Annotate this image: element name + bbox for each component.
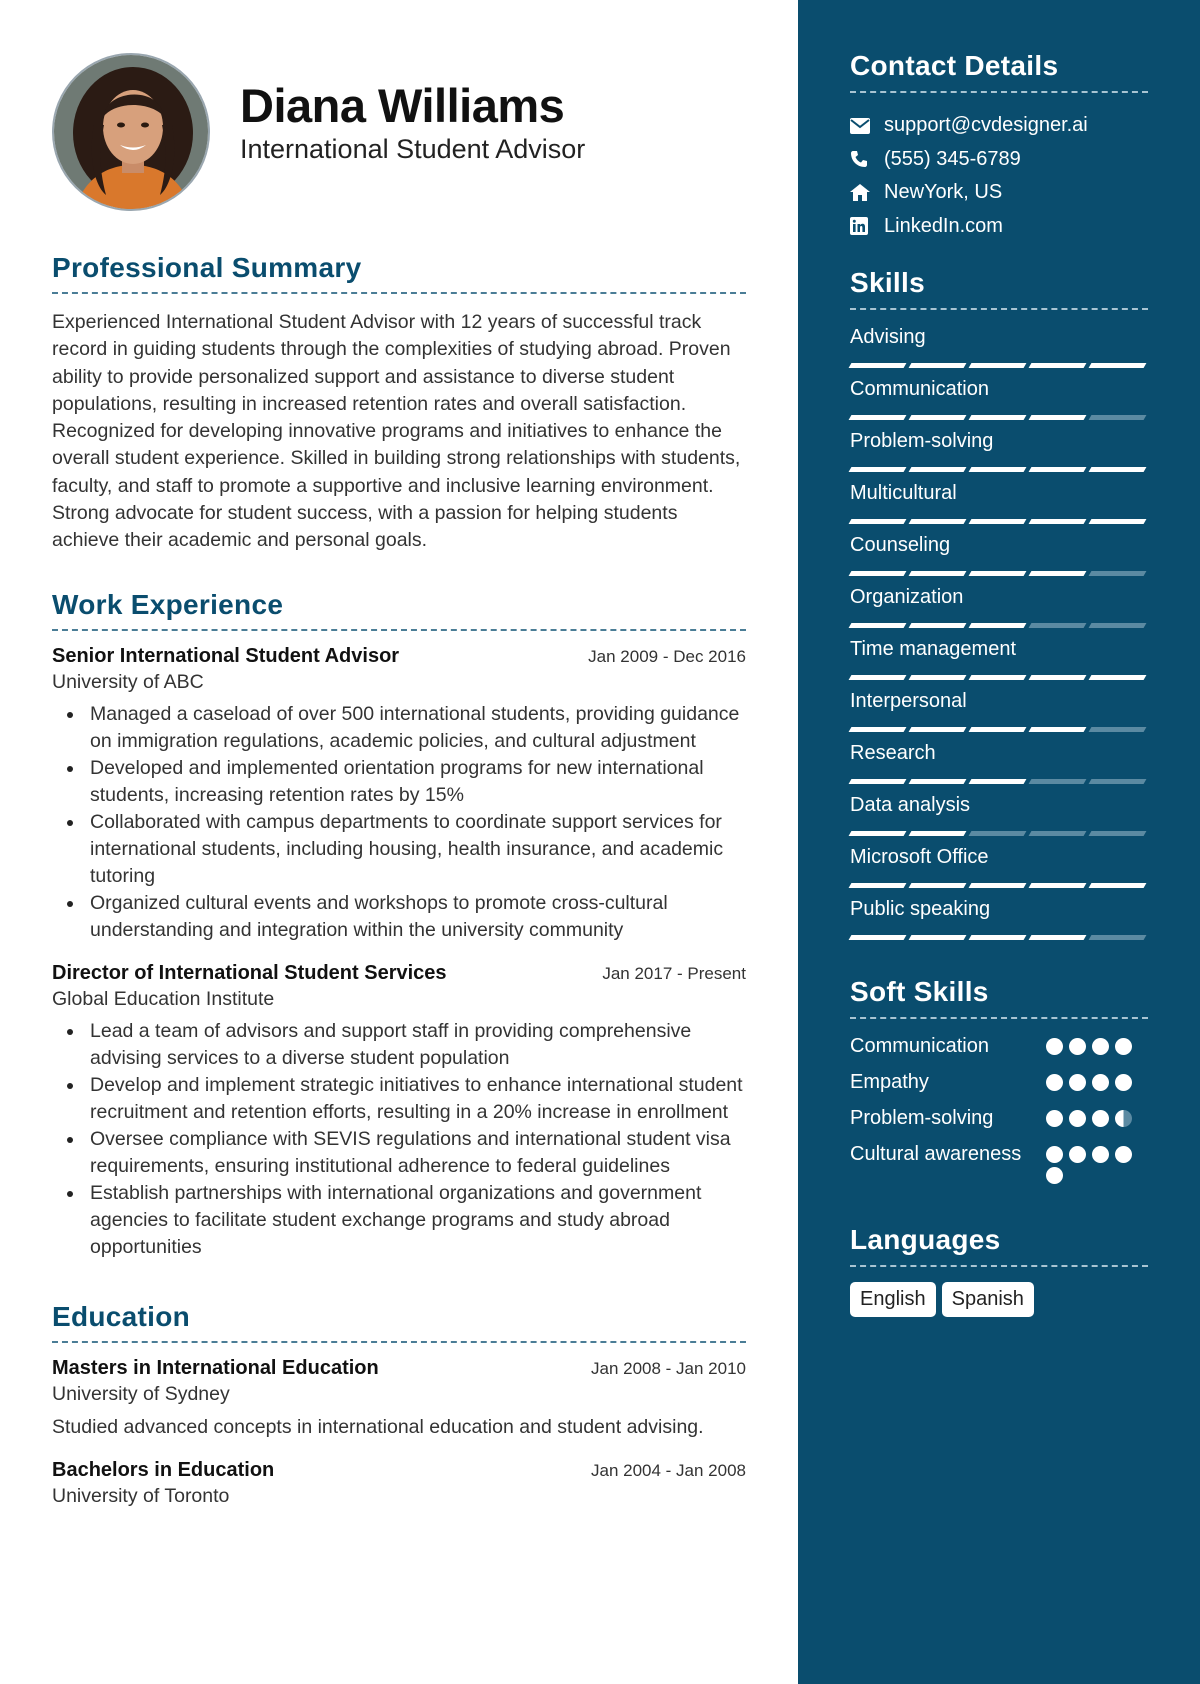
job-bullet: Lead a team of advisors and support staff in providing comprehensive advising services to a diverse student population	[52, 1018, 746, 1072]
phone-text: (555) 345-6789	[884, 147, 1021, 170]
skill-bar-empty	[1089, 623, 1147, 628]
job-bullet: Developed and implemented orientation programs for new international students, increasing retention rates by 15%	[52, 755, 746, 809]
skill-level-bar	[850, 623, 1148, 628]
soft-skill-dots	[1046, 1033, 1136, 1055]
job-bullet: Develop and implement strategic initiatives to enhance international student recruitment and retention efforts, resulting in a 20% increase in enrollment	[52, 1072, 746, 1126]
skill-bar-filled	[849, 831, 907, 836]
entry-header	[52, 1357, 746, 1380]
languages-list	[850, 1282, 1148, 1317]
skill-bar-filled	[909, 363, 967, 368]
soft-skill-name: Communication	[850, 1035, 989, 1057]
job-bullets	[52, 701, 746, 944]
soft-skill-dot	[1115, 1038, 1132, 1055]
soft-skill-dots	[1046, 1141, 1136, 1184]
email-text: support@cvdesigner.ai	[884, 114, 1088, 137]
skill-name: Problem-solving	[850, 430, 994, 452]
skills-section	[850, 267, 1148, 940]
skill-bar-filled	[969, 415, 1027, 420]
soft-skill-dot	[1046, 1167, 1063, 1184]
soft-skill-dots	[1046, 1105, 1136, 1127]
skill-item	[850, 429, 1148, 472]
skill-level-bar	[850, 831, 1148, 836]
skill-bar-filled	[969, 623, 1027, 628]
skill-bar-filled	[909, 831, 967, 836]
skill-name: Microsoft Office	[850, 846, 989, 868]
skill-name: Advising	[850, 326, 926, 348]
soft-skill-dot	[1115, 1074, 1132, 1091]
skill-bar-filled	[849, 883, 907, 888]
job-bullet: Oversee compliance with SEVIS regulations and international student visa requirements, ensuring institutional adherence to federal guidelines	[52, 1126, 746, 1180]
skill-bar-filled	[849, 415, 907, 420]
skill-bar-empty	[1029, 623, 1087, 628]
soft-skill-dot	[1092, 1110, 1109, 1127]
skill-item	[850, 533, 1148, 576]
contact-heading: Contact Details	[850, 50, 1148, 93]
summary-text: Experienced International Student Advisor with 12 years of successful track record in guiding students through the complexities of studying abroad. Proven ability to provide personalized support and assistance to diverse student populations, resulting in increased retention rates and overall satisfaction. Recognized for developing innovative programs and initiatives to enhance the overall student experience. Skilled in building strong relationships with students, faculty, and staff to promote a supportive and inclusive learning environment. Strong advocate for student success, with a passion for helping students achieve their academic and personal goals.	[52, 311, 741, 552]
skill-item	[850, 741, 1148, 784]
skill-level-bar	[850, 519, 1148, 524]
skill-bar-filled	[969, 935, 1027, 940]
school-name: University of Toronto	[52, 1484, 230, 1507]
education-section	[52, 1301, 746, 1508]
soft-skill-item	[850, 1069, 1148, 1096]
skill-bar-filled	[1089, 675, 1147, 680]
soft-skill-item	[850, 1033, 1148, 1060]
skill-bar-filled	[909, 415, 967, 420]
experience-heading: Work Experience	[52, 589, 746, 631]
soft-skills-list	[850, 1033, 1148, 1184]
skill-bar-filled	[1029, 519, 1087, 524]
skill-item	[850, 637, 1148, 680]
skill-bar-filled	[969, 519, 1027, 524]
skill-bar-filled	[1029, 363, 1087, 368]
soft-skill-dots	[1046, 1069, 1136, 1091]
skill-bar-filled	[1029, 467, 1087, 472]
skill-level-bar	[850, 571, 1148, 576]
skill-bar-filled	[909, 779, 967, 784]
contact-location	[850, 176, 1148, 210]
skill-bar-empty	[1089, 831, 1147, 836]
soft-skill-dot	[1046, 1110, 1063, 1127]
soft-skill-name: Empathy	[850, 1071, 929, 1093]
skill-name: Public speaking	[850, 898, 991, 920]
degree-name: Bachelors in Education	[52, 1458, 275, 1481]
job-organization: Global Education Institute	[52, 987, 275, 1010]
soft-skill-dot	[1092, 1146, 1109, 1163]
skill-bar-filled	[849, 675, 907, 680]
languages-section	[850, 1224, 1148, 1317]
skill-item	[850, 377, 1148, 420]
experience-list	[52, 645, 746, 1261]
skill-bar-filled	[1089, 519, 1147, 524]
skill-bar-filled	[849, 779, 907, 784]
skill-bar-filled	[909, 467, 967, 472]
skill-bar-filled	[909, 675, 967, 680]
soft-skill-dot	[1069, 1146, 1086, 1163]
skill-bar-empty	[969, 831, 1027, 836]
linkedin-text: LinkedIn.com	[884, 214, 1003, 237]
contact-phone[interactable]	[850, 143, 1148, 177]
skill-name: Research	[850, 742, 936, 764]
skill-level-bar	[850, 779, 1148, 784]
skill-bar-filled	[1089, 363, 1147, 368]
job-organization: University of ABC	[52, 670, 204, 693]
skill-level-bar	[850, 727, 1148, 732]
skill-bar-filled	[1089, 467, 1147, 472]
skill-bar-empty	[1089, 935, 1147, 940]
skills-heading: Skills	[850, 267, 1148, 310]
skill-item	[850, 325, 1148, 368]
skill-bar-filled	[849, 519, 907, 524]
job-bullet: Organized cultural events and workshops to promote cross-cultural understanding and integration within the university community	[52, 890, 746, 944]
skill-level-bar	[850, 415, 1148, 420]
skill-bar-filled	[1029, 675, 1087, 680]
skill-level-bar	[850, 675, 1148, 680]
skill-name: Multicultural	[850, 482, 957, 504]
skill-bar-filled	[969, 727, 1027, 732]
job-date: Jan 2009 - Dec 2016	[588, 646, 746, 666]
education-description: Studied advanced concepts in international education and student advising.	[52, 1415, 704, 1438]
skill-bar-empty	[1089, 727, 1147, 732]
skill-name: Data analysis	[850, 794, 971, 816]
phone-icon	[850, 150, 884, 168]
skill-bar-filled	[849, 571, 907, 576]
experience-entry	[52, 645, 746, 944]
linkedin-icon	[850, 217, 884, 235]
skill-level-bar	[850, 883, 1148, 888]
skill-bar-filled	[1029, 415, 1087, 420]
skill-bar-filled	[969, 675, 1027, 680]
job-bullet: Collaborated with campus departments to coordinate support services for international students, including housing, health insurance, and academic tutoring	[52, 809, 746, 890]
sidebar	[798, 0, 1200, 1684]
job-role: Director of International Student Services	[52, 961, 447, 984]
skill-item	[850, 481, 1148, 524]
skill-bar-empty	[1029, 779, 1087, 784]
entry-header	[52, 962, 746, 985]
language-tag: Spanish	[942, 1282, 1034, 1317]
email-icon	[850, 118, 884, 134]
skill-bar-empty	[1089, 415, 1147, 420]
skill-bar-filled	[1029, 883, 1087, 888]
contact-email[interactable]	[850, 109, 1148, 143]
skill-item	[850, 585, 1148, 628]
skill-bar-filled	[909, 935, 967, 940]
skill-name: Time management	[850, 638, 1016, 660]
soft-skill-dot	[1069, 1110, 1086, 1127]
location-text: NewYork, US	[884, 181, 1003, 204]
skill-level-bar	[850, 467, 1148, 472]
skill-bar-filled	[849, 467, 907, 472]
soft-skill-dot	[1092, 1038, 1109, 1055]
education-entry	[52, 1357, 746, 1441]
candidate-name: Diana Williams	[240, 79, 565, 132]
degree-name: Masters in International Education	[52, 1356, 379, 1379]
skills-list	[850, 325, 1148, 940]
skill-bar-empty	[1029, 831, 1087, 836]
skill-bar-filled	[909, 727, 967, 732]
education-heading: Education	[52, 1301, 746, 1343]
skill-bar-filled	[909, 519, 967, 524]
skill-name: Counseling	[850, 534, 951, 556]
candidate-title: International Student Advisor	[240, 134, 586, 164]
soft-skill-dot	[1115, 1146, 1132, 1163]
resume-header	[52, 0, 746, 220]
soft-skills-heading: Soft Skills	[850, 976, 1148, 1019]
skill-bar-filled	[849, 623, 907, 628]
skill-item	[850, 793, 1148, 836]
education-entry	[52, 1459, 746, 1508]
skill-level-bar	[850, 363, 1148, 368]
soft-skill-dot	[1046, 1038, 1063, 1055]
skill-level-bar	[850, 935, 1148, 940]
skill-name: Organization	[850, 586, 964, 608]
soft-skill-item	[850, 1105, 1148, 1132]
soft-skill-dot	[1115, 1110, 1132, 1127]
skill-item	[850, 689, 1148, 732]
summary-heading: Professional Summary	[52, 252, 746, 294]
school-name: University of Sydney	[52, 1382, 230, 1405]
experience-section	[52, 589, 746, 1261]
education-list	[52, 1357, 746, 1508]
avatar-portrait-icon	[54, 55, 210, 211]
skill-bar-filled	[1029, 571, 1087, 576]
home-icon	[850, 184, 884, 201]
skill-bar-filled	[969, 467, 1027, 472]
job-date: Jan 2017 - Present	[602, 963, 746, 983]
skill-bar-filled	[849, 935, 907, 940]
skill-name: Communication	[850, 378, 989, 400]
avatar	[52, 53, 210, 211]
soft-skill-dot	[1092, 1074, 1109, 1091]
skill-item	[850, 845, 1148, 888]
skill-bar-filled	[969, 883, 1027, 888]
soft-skill-dot	[1069, 1074, 1086, 1091]
skill-bar-empty	[1089, 779, 1147, 784]
skill-bar-filled	[849, 363, 907, 368]
skill-bar-empty	[1089, 571, 1147, 576]
skill-bar-filled	[909, 883, 967, 888]
soft-skill-dot	[1046, 1146, 1063, 1163]
entry-header	[52, 1459, 746, 1482]
job-role: Senior International Student Advisor	[52, 644, 400, 667]
skill-bar-filled	[969, 779, 1027, 784]
skill-item	[850, 897, 1148, 940]
skill-bar-filled	[969, 571, 1027, 576]
soft-skill-dot	[1069, 1038, 1086, 1055]
soft-skill-name: Cultural awareness	[850, 1143, 1022, 1165]
skill-bar-filled	[1089, 883, 1147, 888]
job-bullet: Managed a caseload of over 500 international students, providing guidance on immigration regulations, academic policies, and cultural adjustment	[52, 701, 746, 755]
entry-header	[52, 645, 746, 668]
soft-skill-dot	[1046, 1074, 1063, 1091]
education-date: Jan 2008 - Jan 2010	[590, 1358, 746, 1378]
skill-bar-filled	[1029, 727, 1087, 732]
contact-section	[850, 50, 1148, 243]
soft-skills-section	[850, 976, 1148, 1184]
contact-linkedin[interactable]	[850, 210, 1148, 244]
experience-entry	[52, 962, 746, 1261]
skill-bar-filled	[969, 363, 1027, 368]
skill-name: Interpersonal	[850, 690, 967, 712]
summary-section	[52, 252, 746, 555]
languages-heading: Languages	[850, 1224, 1148, 1267]
education-date: Jan 2004 - Jan 2008	[590, 1460, 746, 1480]
language-tag: English	[850, 1282, 936, 1317]
skill-bar-filled	[909, 571, 967, 576]
skill-bar-filled	[909, 623, 967, 628]
skill-bar-filled	[849, 727, 907, 732]
skill-bar-filled	[1029, 935, 1087, 940]
job-bullets	[52, 1018, 746, 1261]
soft-skill-name: Problem-solving	[850, 1107, 994, 1129]
job-bullet: Establish partnerships with international organizations and government agencies to facilitate student exchange programs and study abroad opportunities	[52, 1180, 746, 1261]
soft-skill-item	[850, 1141, 1148, 1184]
